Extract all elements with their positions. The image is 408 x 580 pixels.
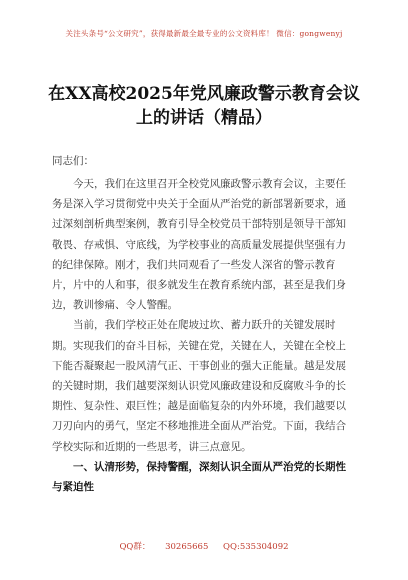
- greeting: 同志们：: [52, 155, 94, 167]
- body-paragraph: 今天，我们在这里召开全校党风廉政警示教育会议，主要任务是深入学习贯彻党中央关于全面从严治党的新部署新要求，通过深刻剖析典型案例，教育引导全校党员干部特别是领导干部知敬畏、存戒惧、守底线，为学校事业的高质量发展提供坚强有力的纪律保障。刚才，我们共同观看了一些发人深省的警示教育片，片中的人和事，很多就发生在教育系统内部，甚至是我们身边，教训惨痛、令人警醒。: [52, 178, 346, 312]
- body-paragraph: 当前，我们学校正处在爬坡过坎、蓄力跃升的关键发展时期。实现我们的奋斗目标，关键在党，关键在人，关键在全校上下能否凝聚起一股风清气正、干事创业的强大正能量。越是发展的关键时期，我们越要深刻认识党风廉政建设和反腐败斗争的长期性、复杂性、艰巨性；越是面临复杂的内外环境，我们越要以刀刃向内的勇气，坚定不移地推进全面从严治党。下面，我结合学校实际和近期的一些思考，讲三点意见。: [52, 319, 346, 453]
- footer-contact-note: QQ群： 30265665 QQ:535304092: [119, 542, 289, 552]
- document-body: [52, 174, 356, 497]
- section-heading: 一、认清形势，保持警醒，深刻认识全面从严治党的长期性与紧迫性: [52, 460, 346, 494]
- document-title: 在XX高校2025年党风廉政警示教育会议上的讲话（精品）: [48, 84, 360, 128]
- header-promo-note: 关注头条号“公文研究”，获得最新最全最专业的公文资料库！ 微信：gongwenyj: [65, 29, 343, 38]
